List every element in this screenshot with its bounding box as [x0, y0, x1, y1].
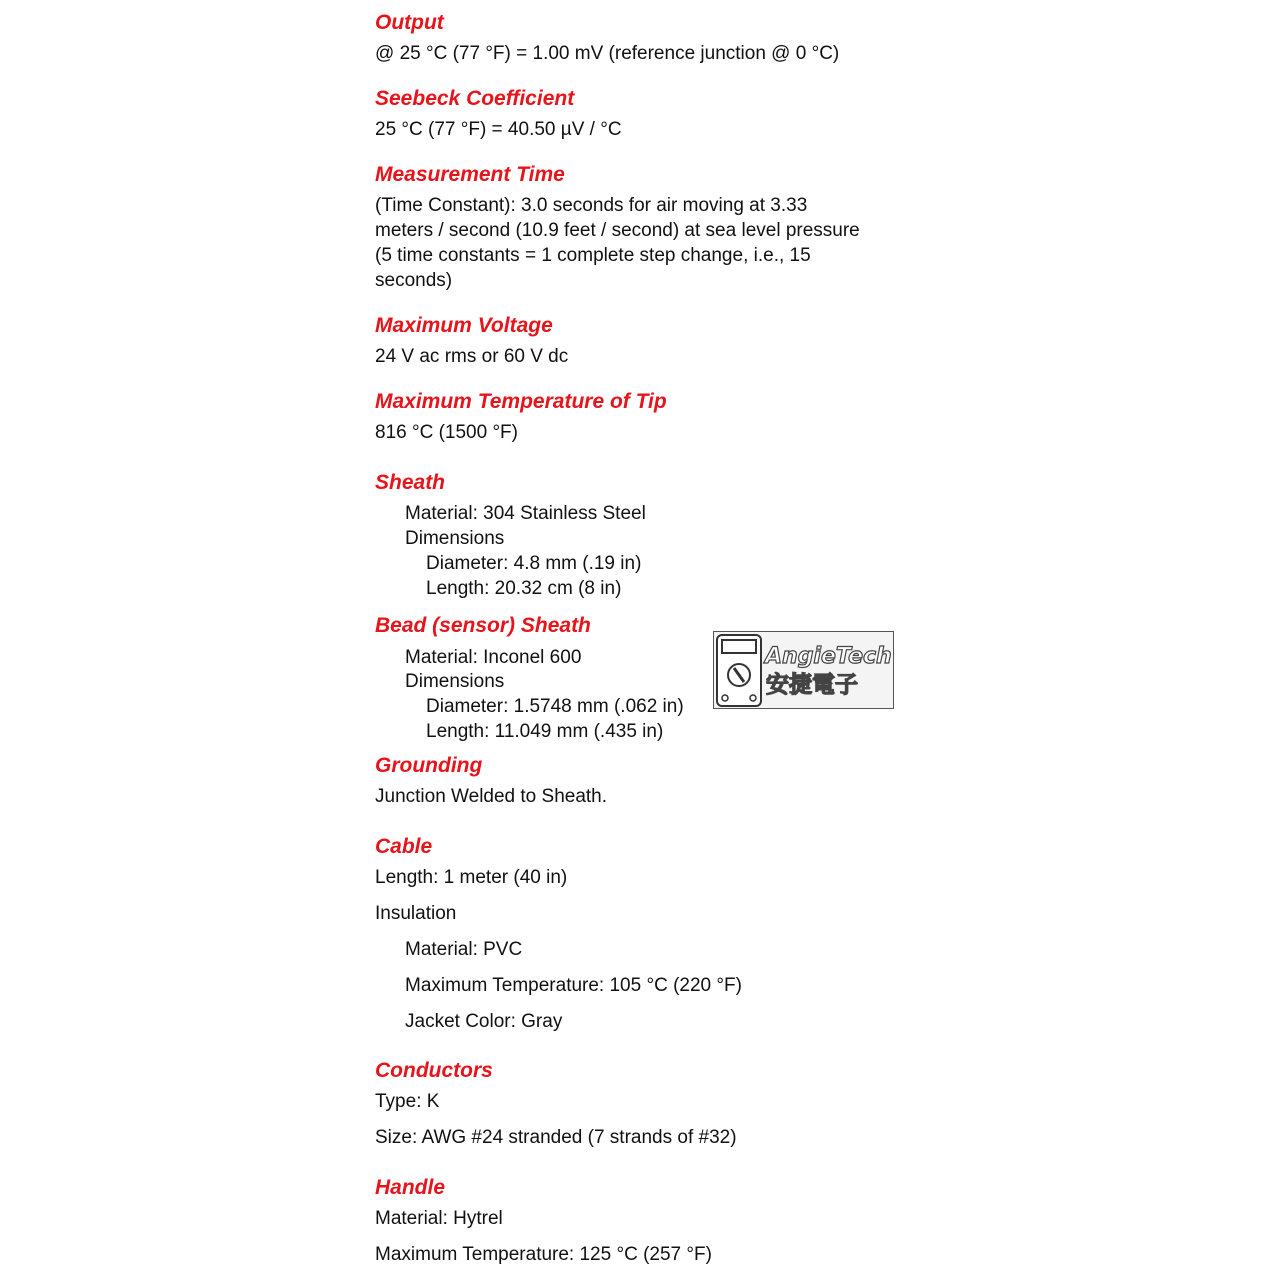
bead-sheath-length: Length: 11.049 mm (.435 in)	[426, 721, 664, 742]
handle-material: Material: Hytrel	[375, 1208, 503, 1229]
measurement-time-heading: Measurement Time	[375, 163, 565, 186]
sheath-diameter: Diameter: 4.8 mm (.19 in)	[426, 553, 642, 574]
multimeter-icon	[714, 632, 894, 709]
cable-insulation-max-temp: Maximum Temperature: 105 °C (220 °F)	[405, 975, 742, 996]
max-tip-temp-heading: Maximum Temperature of Tip	[375, 390, 667, 413]
max-tip-temp-value: 816 °C (1500 °F)	[375, 422, 518, 443]
grounding-value: Junction Welded to Sheath.	[375, 786, 608, 807]
cable-jacket-color: Jacket Color: Gray	[405, 1011, 563, 1032]
cable-insulation-label: Insulation	[375, 903, 457, 924]
watermark-brand-text: AngieTech	[765, 644, 892, 669]
conductors-heading: Conductors	[375, 1059, 493, 1082]
max-voltage-heading: Maximum Voltage	[375, 314, 553, 337]
conductors-size: Size: AWG #24 stranded (7 strands of #32)	[375, 1127, 737, 1148]
cable-insulation-material: Material: PVC	[405, 939, 523, 960]
sheath-dimensions-label: Dimensions	[405, 528, 505, 549]
cable-heading: Cable	[375, 835, 433, 858]
handle-heading: Handle	[375, 1176, 446, 1199]
measurement-time-line-1: (Time Constant): 3.0 seconds for air moving at 3.33	[375, 195, 808, 216]
max-voltage-value: 24 V ac rms or 60 V dc	[375, 346, 569, 367]
seebeck-value: 25 °C (77 °F) = 40.50 µV / °C	[375, 119, 622, 140]
output-heading: Output	[375, 11, 444, 34]
conductors-type: Type: K	[375, 1091, 440, 1112]
measurement-time-line-4: seconds)	[375, 270, 453, 291]
sheath-length: Length: 20.32 cm (8 in)	[426, 578, 622, 599]
angietech-watermark	[713, 631, 894, 709]
seebeck-heading: Seebeck Coefficient	[375, 87, 575, 110]
grounding-heading: Grounding	[375, 754, 483, 777]
sheath-heading: Sheath	[375, 471, 446, 494]
bead-sheath-dimensions-label: Dimensions	[405, 671, 505, 692]
bead-sheath-material: Material: Inconel 600	[405, 647, 582, 668]
measurement-time-line-3: (5 time constants = 1 complete step change, i.e., 15	[375, 245, 811, 266]
sheath-material: Material: 304 Stainless Steel	[405, 503, 646, 524]
handle-max-temp: Maximum Temperature: 125 °C (257 °F)	[375, 1244, 712, 1265]
watermark-chinese-text: 安捷電子	[766, 672, 858, 698]
cable-length: Length: 1 meter (40 in)	[375, 867, 568, 888]
measurement-time-line-2: meters / second (10.9 feet / second) at sea level pressure	[375, 220, 860, 241]
output-value: @ 25 °C (77 °F) = 1.00 mV (reference junction @ 0 °C)	[375, 43, 840, 64]
bead-sheath-heading: Bead (sensor) Sheath	[375, 614, 591, 637]
bead-sheath-diameter: Diameter: 1.5748 mm (.062 in)	[426, 696, 684, 717]
